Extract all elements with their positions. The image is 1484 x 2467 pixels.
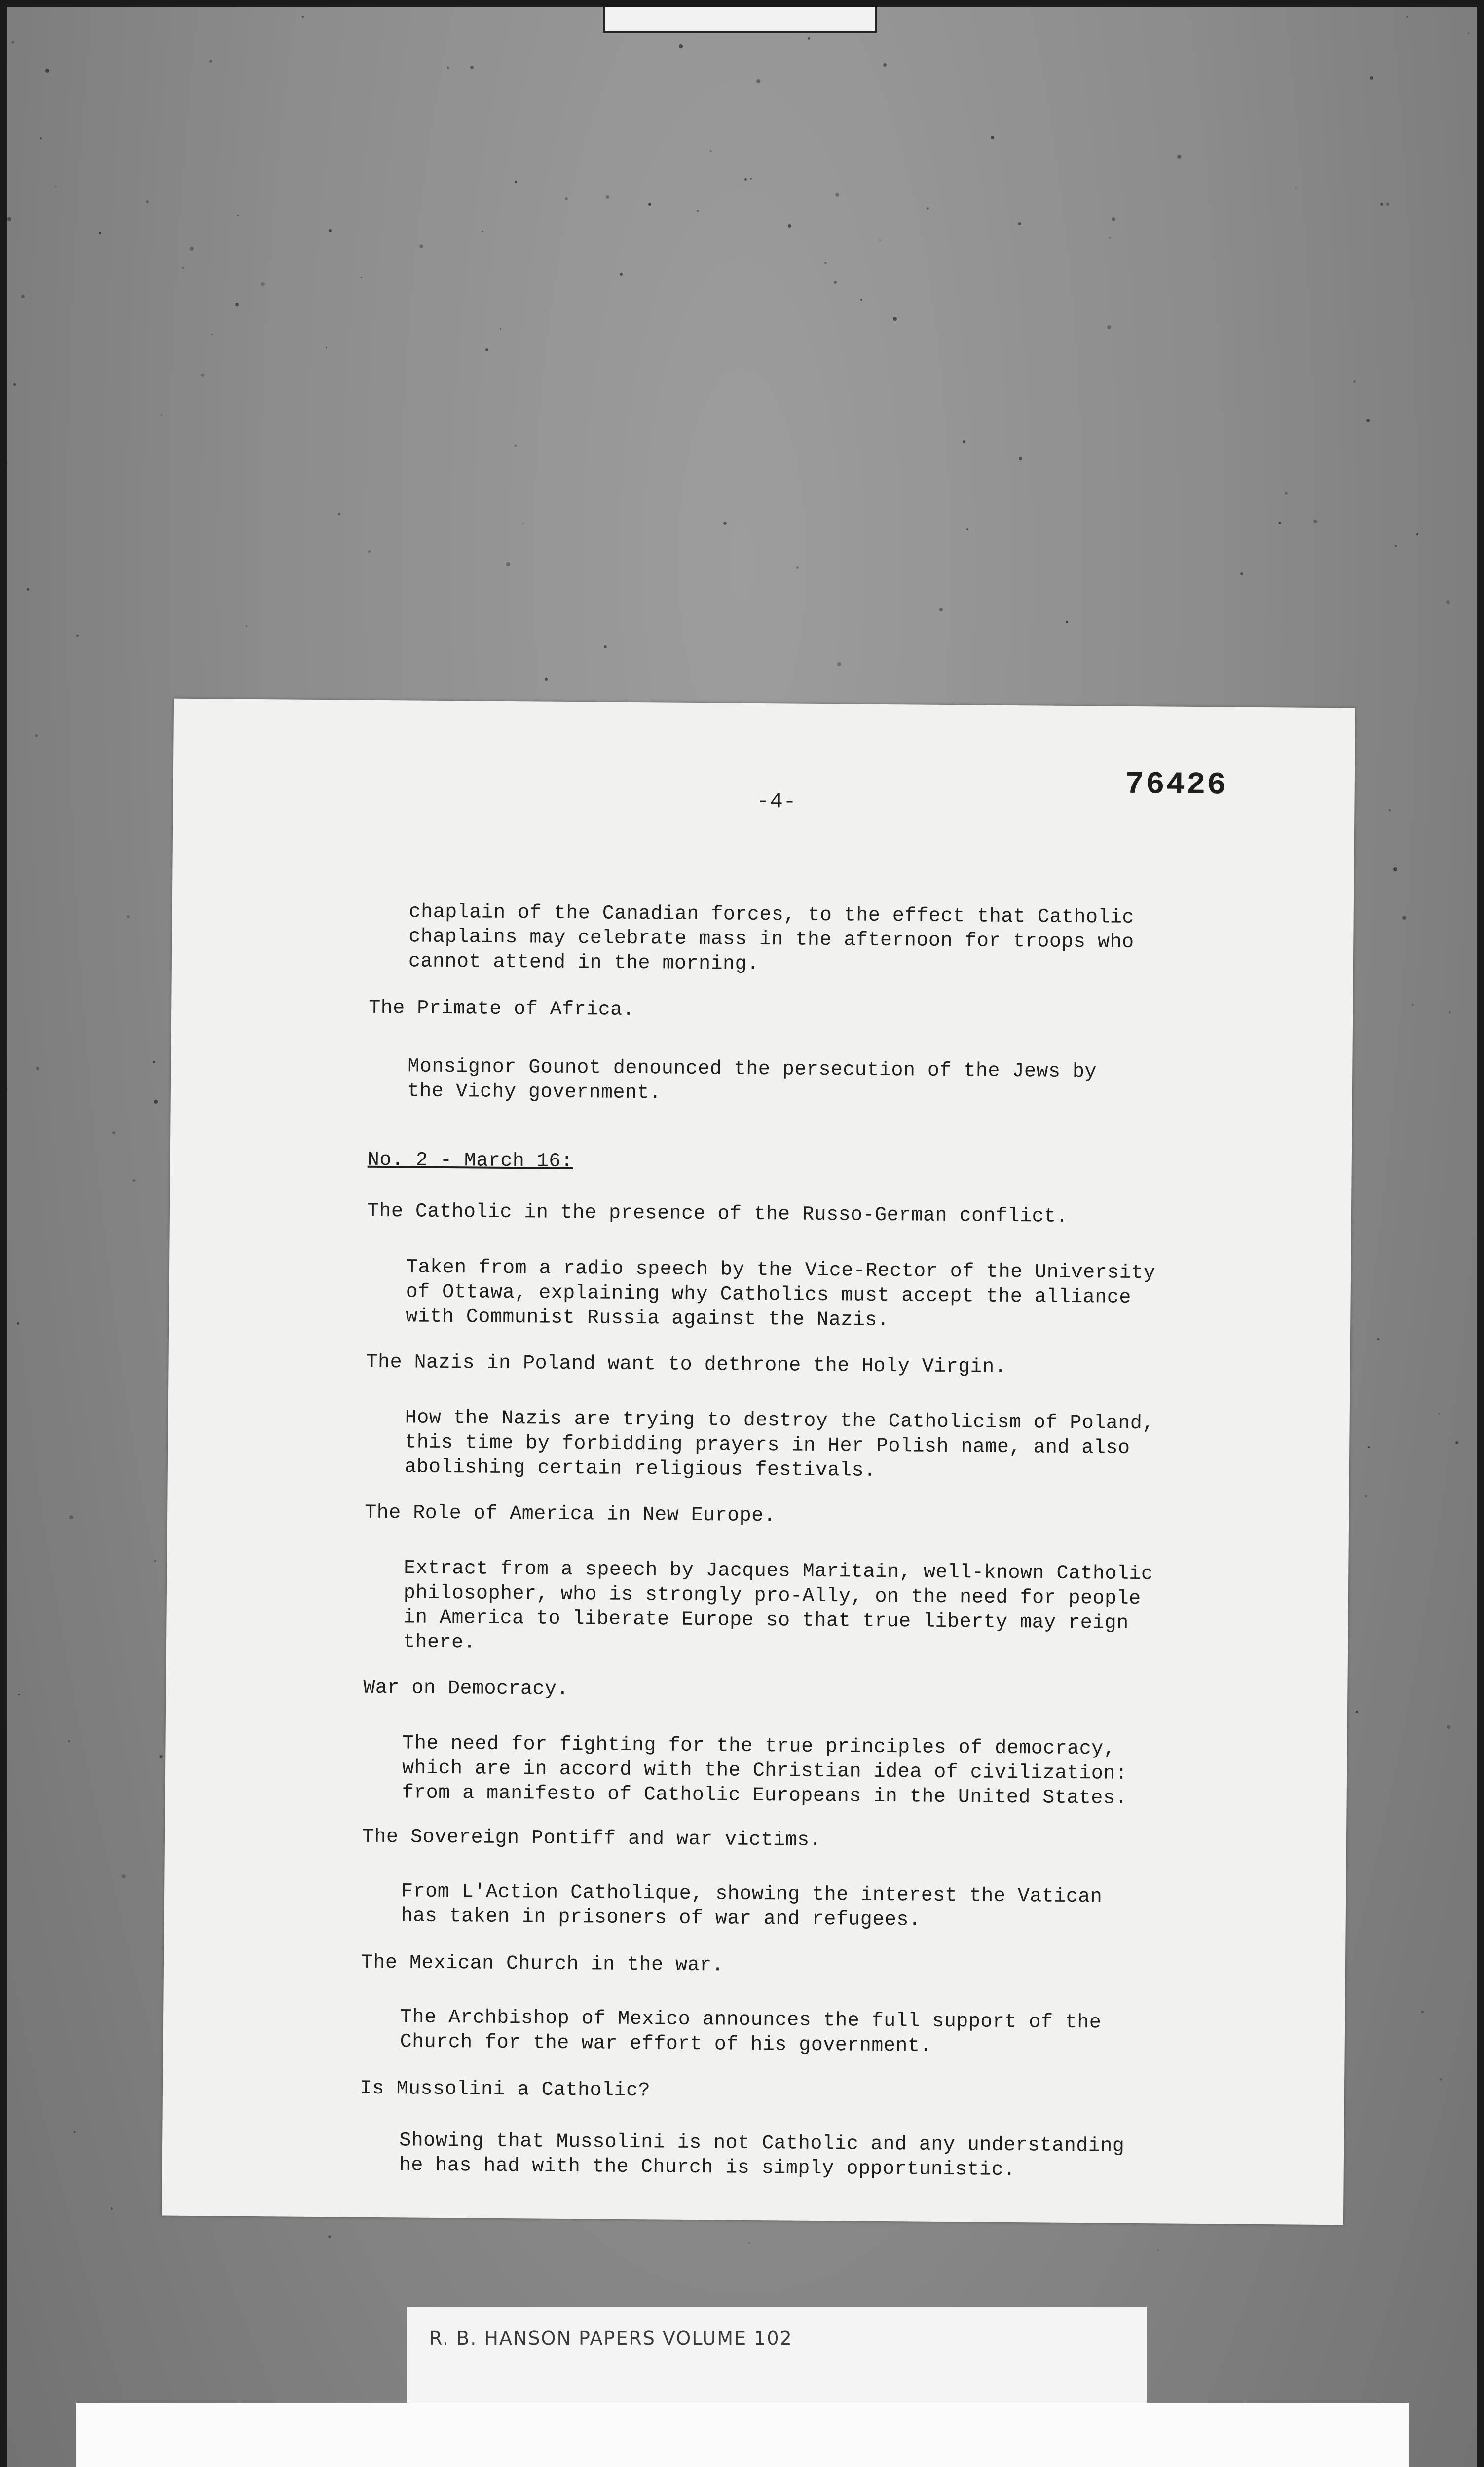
paragraph-mussolini: Showing that Mussolini is not Catholic and any understanding he has had with the Church is simply opportunistic. (399, 2130, 1125, 2182)
heading-role-america: The Role of America in New Europe. (364, 1501, 776, 1528)
heading-mussolini: Is Mussolini a Catholic? (360, 2077, 651, 2102)
paragraph-poland: How the Nazis are trying to destroy the Catholicism of Poland, this time by forbidding prayers in Her Polish name, and also abolishing certain religious festivals. (404, 1407, 1155, 1482)
paragraph-gounot: Monsignor Gounot denounced the persecution of the Jews by the Vichy government. (407, 1055, 1097, 1105)
heading-primate-africa: The Primate of Africa. (369, 997, 635, 1021)
page-number: -4- (756, 789, 797, 815)
paragraph-democracy: The need for fighting for the true principles of democracy, which are in accord with the Christian idea of civilization: from a manifesto of Catholic Europeans in the United States. (402, 1732, 1128, 1810)
section-march-16: No. 2 - March 16: (367, 1149, 573, 1173)
heading-war-democracy: War on Democracy. (363, 1677, 569, 1701)
paragraph-mexico: The Archbishop of Mexico announces the full support of the Church for the war effort of his government. (400, 2006, 1102, 2057)
document-id: 76426 (1125, 767, 1228, 804)
heading-sovereign-pontiff: The Sovereign Pontiff and war victims. (362, 1826, 822, 1852)
heading-mexican-church: The Mexican Church in the war. (361, 1951, 724, 1977)
heading-nazis-poland: The Nazis in Poland want to dethrone the Holy Virgin. (366, 1351, 1007, 1379)
paragraph-maritain: Extract from a speech by Jacques Maritain, well-known Catholic philosopher, who is strongly pro-Ally, on the need for people in America to liberate Europe so that true liberty may reign there. (403, 1557, 1153, 1654)
heading-russo-german: The Catholic in the presence of the Russo-German conflict. (367, 1200, 1069, 1228)
paragraph-action-catholique: From L'Action Catholique, showing the interest the Vatican has taken in prisoners of war and refugees. (401, 1880, 1103, 1932)
paragraph-chaplain: chaplain of the Canadian forces, to the effect that Catholic chaplains may celebrate mass in the afternoon for troops who cannot attend in the morning. (408, 901, 1135, 975)
paragraph-ottawa: Taken from a radio speech by the Vice-Rector of the University of Ottawa, explaining why Catholics must accept the alliance with Communist Russia against the Nazis. (406, 1256, 1156, 1332)
volume-label-text: R. B. HANSON PAPERS VOLUME 102 (429, 2327, 793, 2349)
